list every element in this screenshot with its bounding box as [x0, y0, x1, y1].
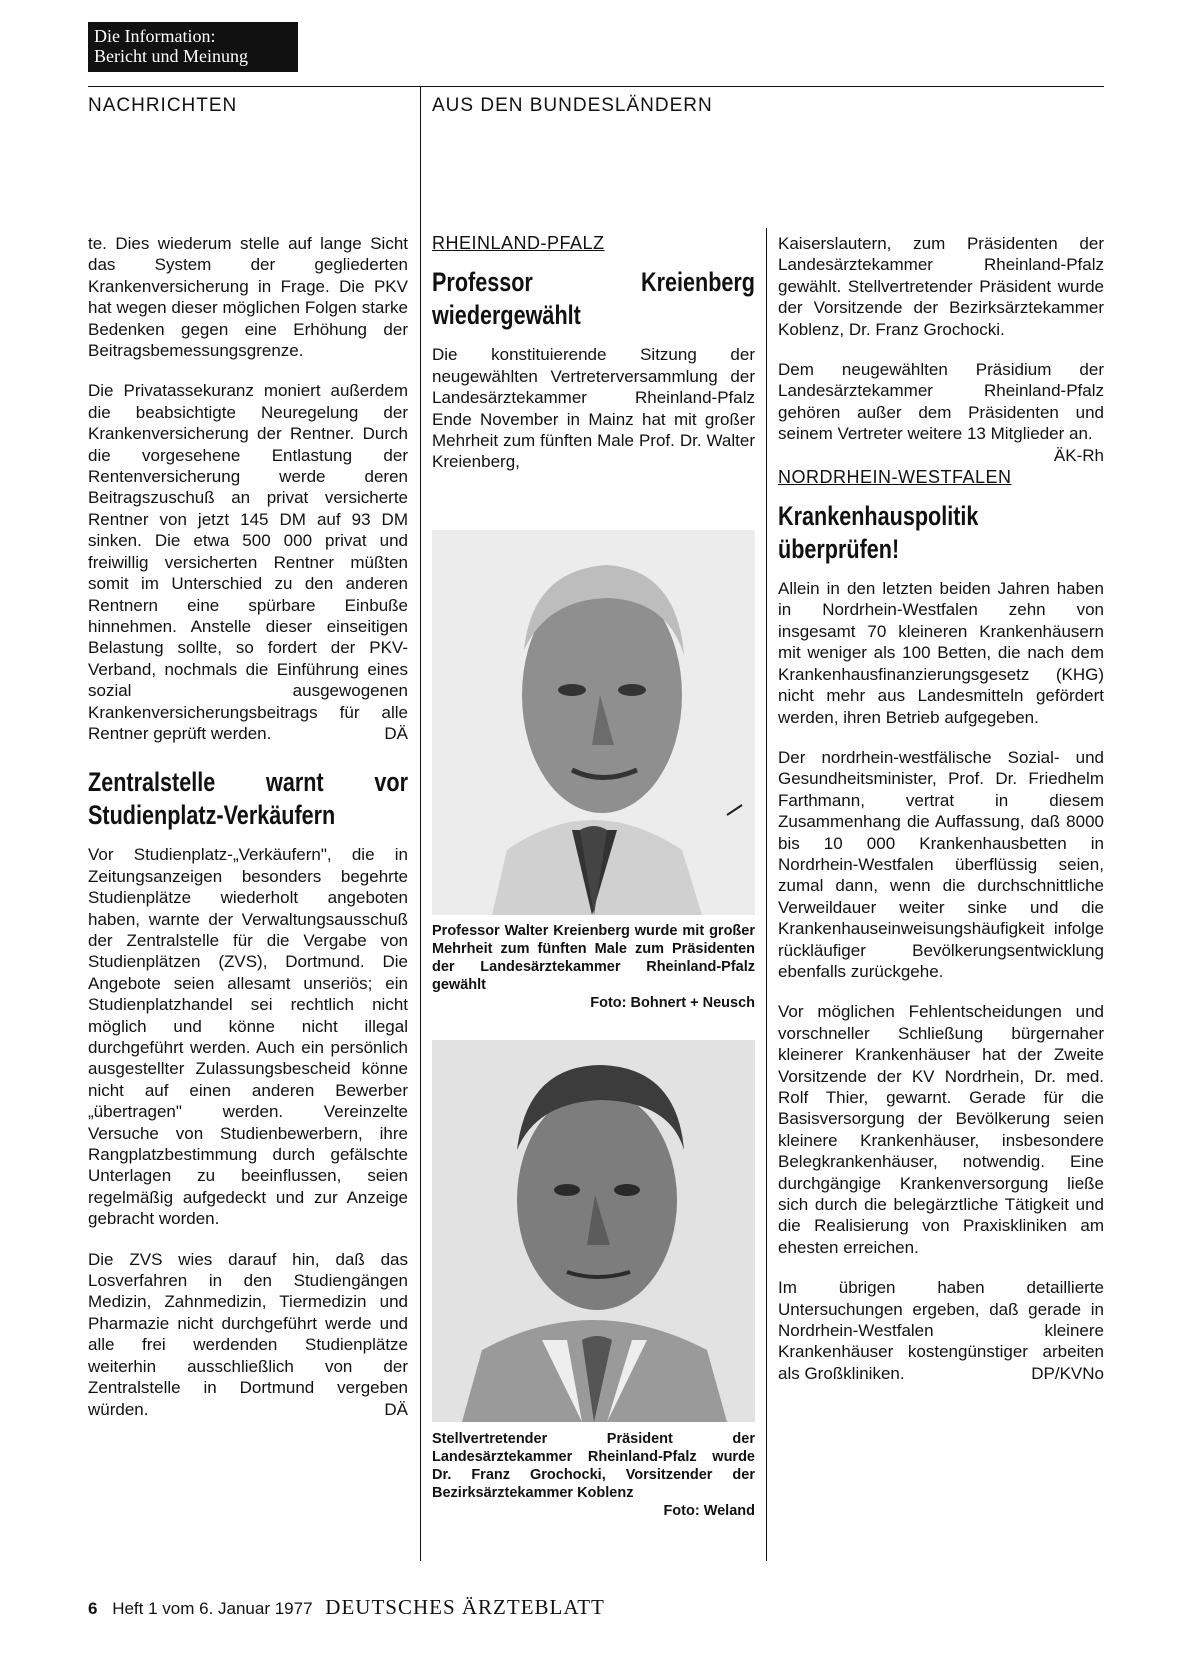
rubric-line-2: Bericht und Meinung [94, 46, 248, 66]
headline-zentralstelle: Zentralstelle warnt vor Studienplatz-Verkäufern [88, 767, 408, 831]
issue-info: Heft 1 vom 6. Januar 1977 [112, 1599, 313, 1618]
article-zvs-paragraph-1: Vor Studienplatz-„Verkäufern", die in Zeitungsanzeigen besonders begehrte Studienplätze wiederholt angeboten haben, warnte der Verwaltungsausschuß der Zentralstelle für die Vergabe von Studienplätzen (ZVS), Dortmund. Die Angebote seien allesamt unseriös; ein Studienplatzhandel sei rechtlich nicht möglich und könne nicht illegal durchgeführt werden. Auch ein persönlich ausgestellter Zulassungsbescheid könne nicht auf einen anderen Bewerber „übertragen" werden. Vereinzelte Versuche von Studienbewerbern, ihre Rangplatzbestimmung durch gefälschte Unterlagen zu beeinflussen, seien regelmäßig aufgedeckt und zur Anzeige gebracht worden. [88, 845, 408, 1229]
article-zvs-paragraph-2 [88, 1249, 408, 1420]
signature-aek-rh: ÄK-Rh [1053, 445, 1104, 465]
region-nordrhein-westfalen: NORDRHEIN-WESTFALEN [778, 466, 1012, 487]
article-kreienberg-paragraph-1: Die konstituierende Sitzung der neugewählten Vertreterversammlung der Landesärztekammer Rheinland-Pfalz Ende November in Mainz hat mit großer Mehrheit zum fünften Male Prof. Dr. Walter Kreienberg, [432, 345, 755, 472]
nrw-p4-text: Im übrigen haben detaillierte Untersuchungen ergeben, daß gerade in Nordrhein-Westfalen kleinere Krankenhäuser kostengünstiger arbeiten als Großkliniken. [778, 1278, 1104, 1383]
section-bundeslaender: AUS DEN BUNDESLÄNDERN [432, 95, 713, 116]
signature-da-2: DÄ [384, 1399, 408, 1419]
region-rheinland-pfalz: RHEINLAND-PFALZ [432, 233, 605, 253]
column-3 [778, 233, 1104, 1403]
article-kreienberg-paragraph-2 [778, 359, 1104, 465]
article-kreienberg-continued: Kaiserslautern, zum Präsidenten der Landesärztekammer Rheinland-Pfalz gewählt. Stellvertretender Präsident wurde der Vorsitzende der Bezirksärztekammer Koblenz, Dr. Franz Grochocki. [778, 234, 1104, 339]
page-number: 6 [88, 1599, 98, 1618]
column-divider-2 [766, 228, 767, 1561]
signature-dp-kvno: DP/KVNo [1031, 1363, 1104, 1383]
article-pkv-paragraph-2 [88, 380, 408, 744]
zvs-paragraph-2-text: Die ZVS wies darauf hin, daß das Losverfahren in den Studiengängen Medizin, Zahnmedizin, Tiermedizin und Pharmazie nicht durchgeführt werde und alle frei werdenden Studienplätze weiterhin ausschließlich von der Zentralstelle in Dortmund vergeben würden. [88, 1249, 408, 1419]
photo-credit-1: Foto: Bohnert + Neusch [590, 995, 755, 1011]
article-nrw-paragraph-4 [778, 1277, 1104, 1384]
caption-grochocki-text: Stellvertretender Präsident der Landesärztekammer Rheinland-Pfalz wurde Dr. Franz Grochocki, Vorsitzender der Bezirksärztekammer Koblenz [432, 1431, 755, 1501]
portrait-grochocki [432, 1040, 755, 1422]
rubric-box [88, 22, 298, 72]
caption-kreienberg [432, 922, 755, 1012]
article-nrw-paragraph-3: Vor möglichen Fehlentscheidungen und vorschneller Schließung bürgernaher kleinerer Krankenhäuser hat der Zweite Vorsitzende der KV Nordrhein, Dr. med. Rolf Thier, gewarnt. Gerade für die Basisversorgung der Bevölkerung seien kleinere Krankenhäuser, insbesondere Belegkrankenhäuser, notwendig. Eine durchgängige Krankenversorgung ließe sich durch die belegärztliche Tätigkeit und die Realisierung von Praxiskliniken am ehesten erreichen. [778, 1002, 1104, 1257]
signature-da-1: DÄ [384, 723, 408, 743]
section-nachrichten: NACHRICHTEN [88, 95, 238, 116]
article-nrw-paragraph-1: Allein in den letzten beiden Jahren haben in Nordrhein-Westfalen zehn von insgesamt 70 kleineren Krankenhäusern mit weniger als 100 Betten, die nach dem Krankenhausfinanzierungsgesetz (KHG) nicht mehr aus Landesmitteln gefördert werden, ihren Betrieb aufgegeben. [778, 579, 1104, 727]
top-rule [88, 86, 1104, 87]
caption-kreienberg-text: Professor Walter Kreienberg wurde mit großer Mehrheit zum fünften Male zum Präsidenten der Landesärztekammer Rheinland-Pfalz gewählt [432, 923, 755, 993]
column-1 [88, 233, 408, 1439]
portrait-kreienberg [432, 530, 755, 915]
article-pkv-paragraph-1: te. Dies wiederum stelle auf lange Sicht das System der gegliederten Krankenversicherung in Frage. Die PKV hat wegen dieser möglichen Folgen starke Bedenken gegen eine Erhöhung der Beitragsbemessungsgrenze. [88, 234, 408, 361]
headline-krankenhauspolitik: Krankenhauspolitik überprüfen! [778, 501, 979, 565]
rubric-line-1: Die Information: [94, 26, 216, 46]
caption-grochocki [432, 1430, 755, 1520]
paragraph-2-text: Die Privatassekuranz moniert außerdem die beabsichtigte Neuregelung der Krankenversicherung der Rentner. Durch die vorgesehene Entlastung der Rentenversicherung werde deren Beitragszuschuß an privat versicherte Rentner von jetzt 145 DM auf 93 DM sinken. Die etwa 500 000 privat und freiwillig versicherten Rentner müßten somit im Unterschied zu den anderen Rentnern eine spürbare Einbuße hinnehmen. Anstelle dieser einseitigen Belastung sollte, so fordert der PKV-Verband, nochmals die Einführung eines sozial ausgewogenen Krankenversicherungsbeitrags für alle Rentner geprüft werden. [88, 381, 408, 743]
masthead: DEUTSCHES ÄRZTEBLATT [325, 1595, 605, 1619]
column-2 [432, 233, 755, 492]
headline-kreienberg: Professor Kreienberg wiedergewählt [432, 267, 755, 331]
page-footer [88, 1595, 605, 1620]
photo-kreienberg [432, 530, 755, 915]
kreienberg-p2-text: Dem neugewählten Präsidium der Landesärztekammer Rheinland-Pfalz gehören außer dem Präsidenten und seinem Vertreter weitere 13 Mitglieder an. [778, 360, 1104, 444]
photo-credit-2: Foto: Weland [663, 1503, 755, 1519]
column-divider-1 [420, 86, 421, 1561]
article-nrw-paragraph-2: Der nordrhein-westfälische Sozial- und Gesundheitsminister, Prof. Dr. Friedhelm Farthmann, vertrat in diesem Zusammenhang die Auffassung, daß 8000 bis 10 000 Krankenhausbetten in Nordrhein-Westfalen überflüssig seien, zumal dann, wenn die durchschnittliche Verweildauer weiter sinke und die Krankenhauseinweisungshäufigkeit infolge rückläufiger Bevölkerungsentwicklung ebenfalls zurückgehe. [778, 747, 1104, 981]
photo-grochocki [432, 1040, 755, 1422]
